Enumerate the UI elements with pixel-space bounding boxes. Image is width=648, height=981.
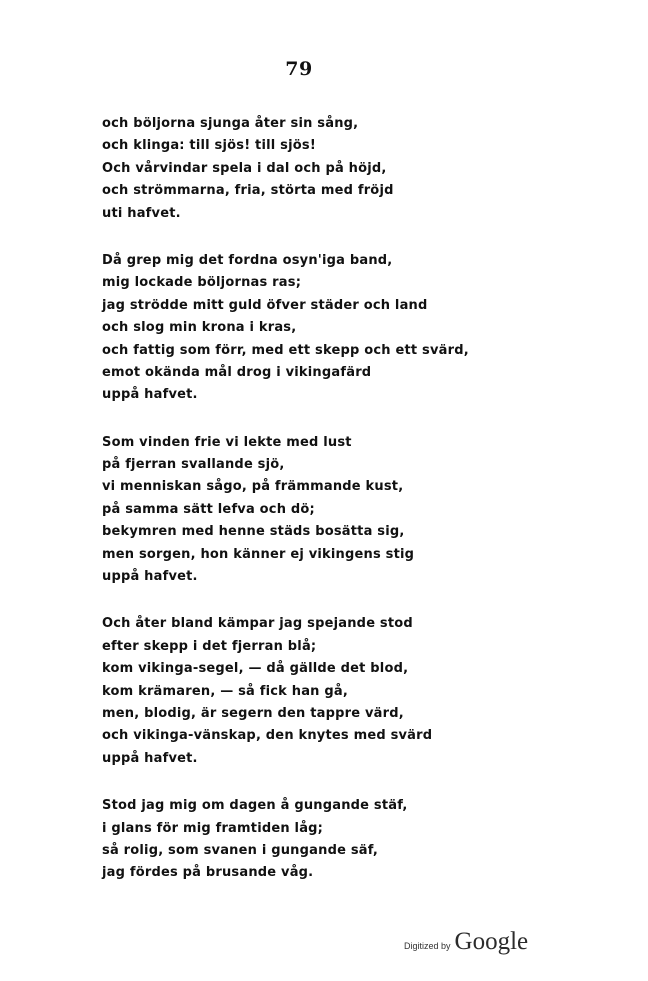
poem-line: bekymren med henne städs bosätta sig, [102,524,405,540]
poem-line: Stod jag mig om dagen å gungande stäf, [102,798,408,814]
poem-line: Som vinden frie vi lekte med lust [102,434,352,450]
poem-line: efter skepp i det fjerran blå; [102,638,317,654]
stanza-gap [102,407,502,432]
page-number: 79 [285,58,313,80]
poem-line: jag strödde mitt guld öfver städer och land [102,297,428,313]
watermark-prefix: Digitized by [404,941,451,951]
poem-line: Och åter bland kämpar jag spejande stod [102,616,413,632]
poem-line: så rolig, som svanen i gungande säf, [102,842,379,858]
stanza [102,613,502,770]
poem-line: Och vårvindar spela i dal och på höjd, [102,160,387,176]
poem-body [102,113,502,885]
stanza [102,113,502,225]
poem-line: vi menniskan sågo, på främmande kust, [102,479,404,495]
poem-line: men, blodig, är segern den tappre värd, [102,705,404,721]
poem-line: kom krämaren, — så fick han gå, [102,683,348,699]
poem-line: uppå hafvet. [102,387,198,403]
poem-line: i glans för mig framtiden låg; [102,820,324,836]
stanza [102,795,502,885]
stanza [102,250,502,407]
poem-line: jag fördes på brusande våg. [102,865,314,881]
poem-line: uppå hafvet. [102,569,198,585]
poem-line: Då grep mig det fordna osyn'iga band, [102,252,393,268]
poem-line: på fjerran svallande sjö, [102,457,285,473]
poem-line: och slog min krona i kras, [102,320,297,336]
poem-line: uti hafvet. [102,205,181,221]
poem-line: och strömmarna, fria, störta med fröjd [102,183,394,199]
poem-line: och fattig som förr, med ett skepp och ett svärd, [102,342,469,358]
stanza-gap [102,588,502,613]
poem-line: men sorgen, hon känner ej vikingens stig [102,546,415,562]
poem-line: kom vikinga-segel, — då gällde det blod, [102,661,409,677]
poem-line: på samma sätt lefva och dö; [102,501,315,517]
google-logo: Google [454,928,529,955]
poem-line: mig lockade böljornas ras; [102,275,302,291]
stanza-gap [102,770,502,795]
poem-line: och klinga: till sjös! till sjös! [102,138,316,154]
poem-line: uppå hafvet. [102,750,198,766]
stanza-gap [102,225,502,250]
poem-line: emot okända mål drog i vikingafärd [102,364,372,380]
poem-line: och böljorna sjunga åter sin sång, [102,116,359,131]
poem-line: och vikinga-vänskap, den knytes med svärd [102,728,433,744]
digitized-watermark [404,928,528,956]
stanza [102,432,502,589]
